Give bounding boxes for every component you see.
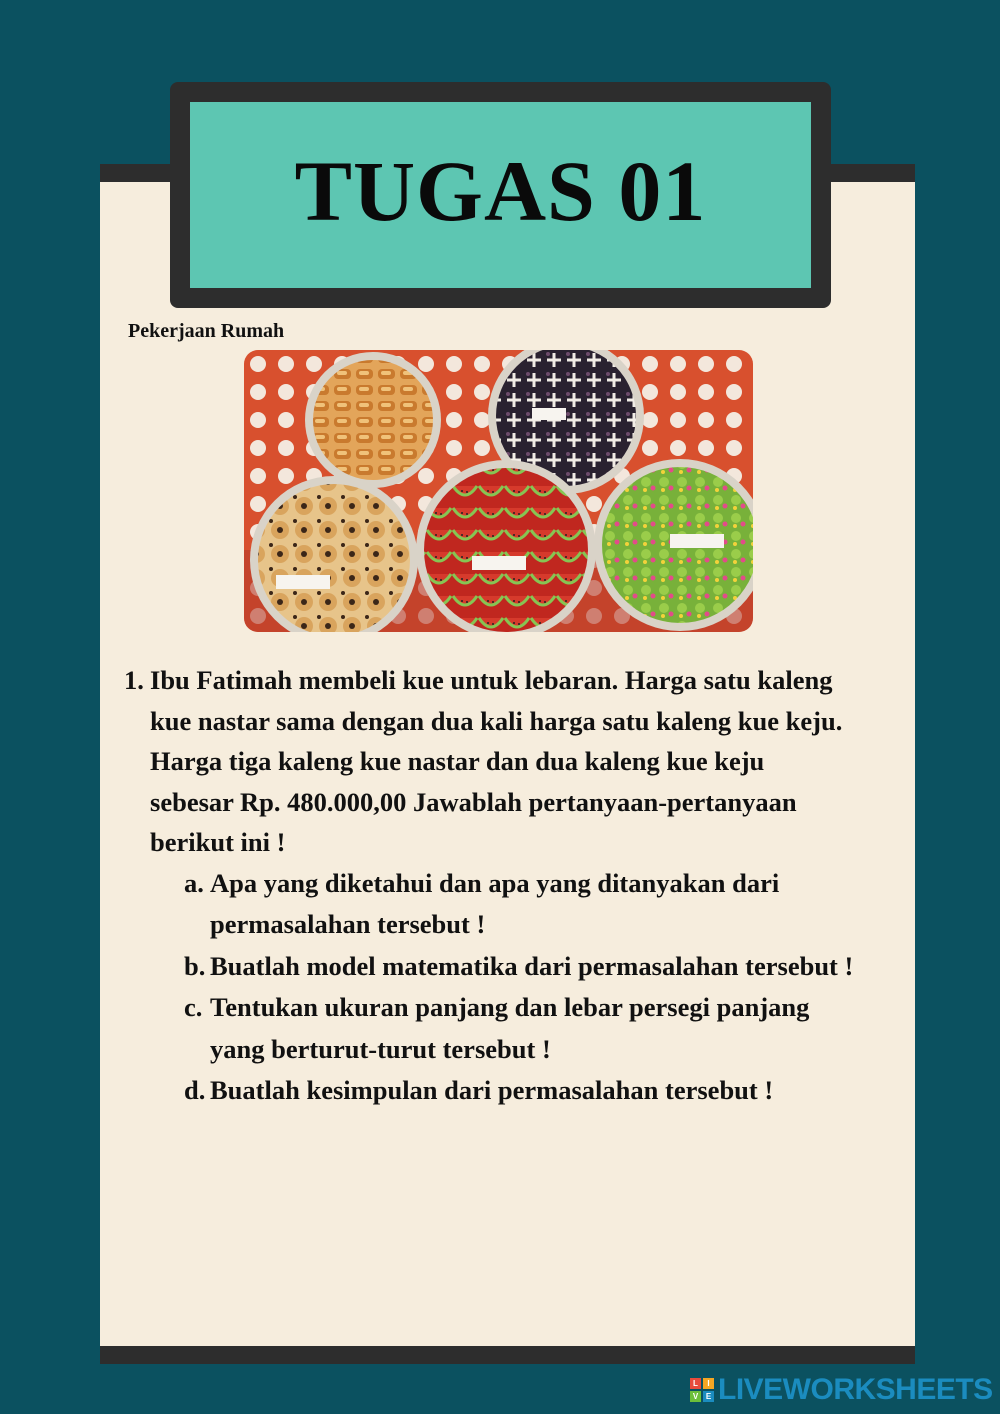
question-line: kue nastar sama dengan dua kali harga satu kaleng kue keju. — [150, 705, 843, 736]
question-line: Ibu Fatimah membeli kue untuk lebaran. Harga satu kaleng — [150, 665, 833, 695]
sub-question-line: Tentukan ukuran panjang dan lebar persegi panjang — [210, 992, 810, 1022]
sub-question-letter: b. — [184, 950, 206, 981]
sub-question-b — [184, 946, 914, 988]
sub-question-c — [184, 987, 914, 1070]
sub-question-line: Buatlah model matematika dari permasalahan tersebut ! — [210, 950, 854, 981]
sub-question-text — [210, 946, 910, 988]
title-frame — [170, 82, 831, 308]
sub-question-text — [210, 1070, 910, 1112]
question-line: sebesar Rp. 480.000,00 Jawablah pertanyaan-pertanyaan — [150, 786, 797, 817]
sub-question-letter: c. — [184, 992, 203, 1022]
sub-question-text — [210, 987, 910, 1070]
logo-letter: E — [703, 1391, 714, 1402]
cookie-jars-illustration — [244, 350, 753, 632]
sub-question-line: yang berturut-turut tersebut ! — [210, 1033, 551, 1064]
sub-questions — [184, 863, 914, 1112]
question-number: 1. — [124, 665, 144, 695]
watermark-text: LIVEWORKSHEETS — [718, 1373, 993, 1406]
liveworksheets-logo-icon — [690, 1378, 714, 1402]
liveworksheets-watermark[interactable] — [690, 1374, 993, 1406]
cookie-jars-photo — [244, 350, 753, 632]
logo-letter: I — [703, 1378, 714, 1389]
subtitle: Pekerjaan Rumah — [128, 320, 285, 342]
title-box — [190, 102, 811, 288]
logo-letter: L — [690, 1378, 701, 1389]
sub-question-line: permasalahan tersebut ! — [210, 909, 486, 939]
logo-letter: V — [690, 1391, 701, 1402]
question-line: Harga tiga kaleng kue nastar dan dua kaleng kue keju — [150, 746, 765, 776]
sub-question-a — [184, 863, 914, 946]
question-1 — [124, 660, 914, 863]
question-text — [150, 660, 890, 863]
sub-question-letter: a. — [184, 867, 204, 898]
question-line: berikut ini ! — [150, 827, 286, 857]
page-title: TUGAS 01 — [294, 143, 707, 239]
sub-question-text — [210, 863, 910, 946]
sub-question-letter: d. — [184, 1075, 206, 1105]
sub-question-line: Buatlah kesimpulan dari permasalahan tersebut ! — [210, 1075, 774, 1105]
sub-question-line: Apa yang diketahui dan apa yang ditanyakan dari — [210, 867, 780, 898]
sub-question-d — [184, 1070, 914, 1112]
question-block — [124, 660, 914, 1112]
